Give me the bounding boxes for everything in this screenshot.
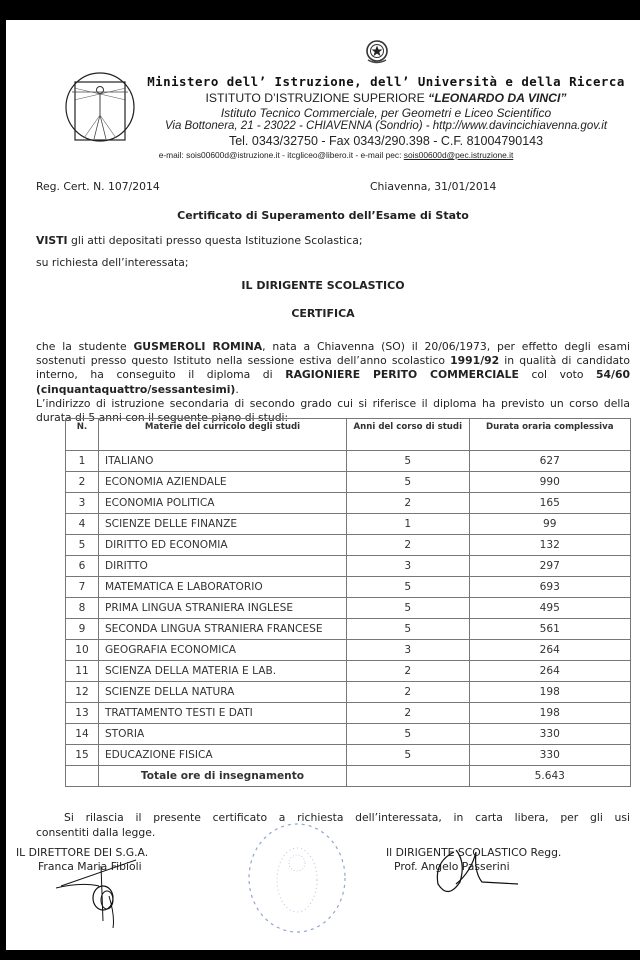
para-text: col voto xyxy=(518,368,597,382)
table-row xyxy=(66,619,631,640)
italian-republic-emblem-icon xyxy=(362,38,392,66)
row-years: 3 xyxy=(347,556,469,577)
row-years: 5 xyxy=(347,619,469,640)
closing-line-2: consentiti dalla legge. xyxy=(36,826,156,839)
dirigente-heading: IL DIRIGENTE SCOLASTICO xyxy=(241,279,405,292)
row-number: 15 xyxy=(66,745,99,766)
document-title: Certificato di Superamento dell’Esame di Stato xyxy=(177,209,469,222)
request-line: su richiesta dell’interessata; xyxy=(36,256,189,269)
diploma-title: RAGIONIERE PERITO COMMERCIALE xyxy=(285,368,519,382)
place-date: Chiavenna, 31/01/2014 xyxy=(370,180,497,193)
row-years: 5 xyxy=(347,724,469,745)
final-grade: 54/60 (cinquantaquattro/sessantesimi) xyxy=(36,368,631,396)
table-row xyxy=(66,472,631,493)
row-hours: 264 xyxy=(469,661,630,682)
pec-email-link[interactable]: sois00600d@pec.istruzione.it xyxy=(403,150,514,160)
row-number: 6 xyxy=(66,556,99,577)
row-years: 2 xyxy=(347,682,469,703)
row-number: 8 xyxy=(66,598,99,619)
row-hours: 132 xyxy=(469,535,630,556)
certification-paragraph xyxy=(36,340,630,425)
para-text: , nata a Chiavenna (SO) il 20/06/1973, per effetto degli esami sostenuti presso questo Istituto nella sessione estiva dell’anno scolastico xyxy=(36,340,630,368)
table-total-row xyxy=(66,766,631,787)
table-row xyxy=(66,535,631,556)
ministry-name: Ministero dell’ Istruzione, dell’ Università e della Ricerca xyxy=(147,74,625,89)
principal-title: Il DIRIGENTE SCOLASTICO Regg. xyxy=(386,846,562,859)
row-subject: STORIA xyxy=(98,724,346,745)
row-number: 13 xyxy=(66,703,99,724)
para-text: in qualità di candidato interno, ha conseguito il diploma di xyxy=(36,354,630,382)
row-years: 5 xyxy=(347,745,469,766)
row-hours: 198 xyxy=(469,682,630,703)
row-hours: 99 xyxy=(469,514,630,535)
table-row xyxy=(66,682,631,703)
row-number: 1 xyxy=(66,451,99,472)
institute-prefix: ISTITUTO D’ISTRUZIONE SUPERIORE xyxy=(205,91,429,105)
institute-emails xyxy=(26,150,640,160)
total-empty-cell xyxy=(347,766,469,787)
row-number: 5 xyxy=(66,535,99,556)
row-subject: GEOGRAFIA ECONOMICA xyxy=(98,640,346,661)
row-hours: 693 xyxy=(469,577,630,598)
table-row xyxy=(66,451,631,472)
row-number: 12 xyxy=(66,682,99,703)
row-years: 2 xyxy=(347,703,469,724)
row-years: 2 xyxy=(347,493,469,514)
row-subject: DIRITTO ED ECONOMIA xyxy=(98,535,346,556)
table-header-row xyxy=(66,419,631,451)
table-row xyxy=(66,703,631,724)
col-header-hours: Durata oraria complessiva xyxy=(469,419,630,451)
dsga-signature-icon xyxy=(51,856,151,936)
curriculum-table xyxy=(65,418,631,787)
registration-number: Reg. Cert. N. 107/2014 xyxy=(36,180,160,193)
row-number: 14 xyxy=(66,724,99,745)
certifica-heading: CERTIFICA xyxy=(291,307,355,320)
principal-name: Prof. Angelo Passerini xyxy=(394,860,510,873)
table-row xyxy=(66,745,631,766)
official-stamp-icon xyxy=(242,818,352,938)
dsga-name: Franca Maria Fibioli xyxy=(38,860,142,873)
row-subject: SCIENZA DELLA MATERIA E LAB. xyxy=(98,661,346,682)
row-hours: 495 xyxy=(469,598,630,619)
row-hours: 165 xyxy=(469,493,630,514)
table-row xyxy=(66,493,631,514)
row-subject: ECONOMIA POLITICA xyxy=(98,493,346,514)
dsga-title: IL DIRETTORE DEI S.G.A. xyxy=(16,846,149,859)
row-hours: 561 xyxy=(469,619,630,640)
row-years: 2 xyxy=(347,535,469,556)
table-row xyxy=(66,661,631,682)
row-number: 11 xyxy=(66,661,99,682)
row-subject: SCIENZE DELLA NATURA xyxy=(98,682,346,703)
row-years: 5 xyxy=(347,577,469,598)
total-empty-cell xyxy=(66,766,99,787)
email-list: e-mail: sois00600d@istruzione.it - itcgliceo@libero.it - e-mail pec: xyxy=(158,150,404,160)
row-years: 5 xyxy=(347,472,469,493)
row-years: 3 xyxy=(347,640,469,661)
row-subject: TRATTAMENTO TESTI E DATI xyxy=(98,703,346,724)
row-hours: 627 xyxy=(469,451,630,472)
row-hours: 990 xyxy=(469,472,630,493)
row-subject: DIRITTO xyxy=(98,556,346,577)
row-subject: EDUCAZIONE FISICA xyxy=(98,745,346,766)
table-row xyxy=(66,724,631,745)
row-hours: 198 xyxy=(469,703,630,724)
row-years: 2 xyxy=(347,661,469,682)
row-number: 2 xyxy=(66,472,99,493)
table-row xyxy=(66,556,631,577)
institute-contacts: Tel. 0343/32750 - Fax 0343/290.398 - C.F. 81004790143 xyxy=(228,134,544,148)
closing-line-1: Si rilascia il presente certificato a richiesta dell’interessata, in carta libera, per gli usi xyxy=(64,811,630,824)
table-row xyxy=(66,577,631,598)
row-number: 7 xyxy=(66,577,99,598)
row-subject: ECONOMIA AZIENDALE xyxy=(98,472,346,493)
visti-text: gli atti depositati presso questa Istituzione Scolastica; xyxy=(67,234,363,247)
row-years: 1 xyxy=(347,514,469,535)
total-hours: 5.643 xyxy=(469,766,630,787)
row-subject: PRIMA LINGUA STRANIERA INGLESE xyxy=(98,598,346,619)
row-subject: SECONDA LINGUA STRANIERA FRANCESE xyxy=(98,619,346,640)
row-years: 5 xyxy=(347,598,469,619)
row-hours: 297 xyxy=(469,556,630,577)
para-text: . xyxy=(235,382,239,396)
col-header-years: Anni del corso di studi xyxy=(347,419,469,451)
student-name: GUSMEROLI ROMINA xyxy=(133,340,263,353)
row-hours: 330 xyxy=(469,724,630,745)
table-row xyxy=(66,640,631,661)
table-row xyxy=(66,598,631,619)
institute-name xyxy=(126,91,640,105)
col-header-number: N. xyxy=(66,419,99,451)
visti-label: VISTI xyxy=(36,234,68,247)
row-number: 4 xyxy=(66,514,99,535)
study-plan-intro: L’indirizzo di istruzione secondaria di secondo grado cui si riferisce il diploma ha previsto un corso della durata di 5 anni con il seguente piano di studi: xyxy=(36,396,630,425)
row-hours: 330 xyxy=(469,745,630,766)
row-number: 9 xyxy=(66,619,99,640)
certificate-page xyxy=(6,20,640,950)
col-header-subject: Materie del curricolo degli studi xyxy=(98,419,346,451)
total-label: Totale ore di insegnamento xyxy=(98,766,346,787)
school-year: 1991/92 xyxy=(450,354,500,368)
principal-signature-icon xyxy=(426,842,546,902)
visti-line xyxy=(36,234,362,247)
row-subject: MATEMATICA E LABORATORIO xyxy=(98,577,346,598)
row-number: 3 xyxy=(66,493,99,514)
row-years: 5 xyxy=(347,451,469,472)
row-subject: SCIENZE DELLE FINANZE xyxy=(98,514,346,535)
row-hours: 264 xyxy=(469,640,630,661)
row-number: 10 xyxy=(66,640,99,661)
table-row xyxy=(66,514,631,535)
institute-title: “LEONARDO DA VINCI” xyxy=(428,91,567,105)
institute-address: Via Bottonera, 21 - 23022 - CHIAVENNA (Sondrio) - http://www.davincichiavenna.gov.it xyxy=(164,120,608,132)
row-subject: ITALIANO xyxy=(98,451,346,472)
institute-subtitle: Istituto Tecnico Commerciale, per Geometri e Liceo Scientifico xyxy=(220,106,552,120)
para-text: che la studente xyxy=(36,340,134,353)
